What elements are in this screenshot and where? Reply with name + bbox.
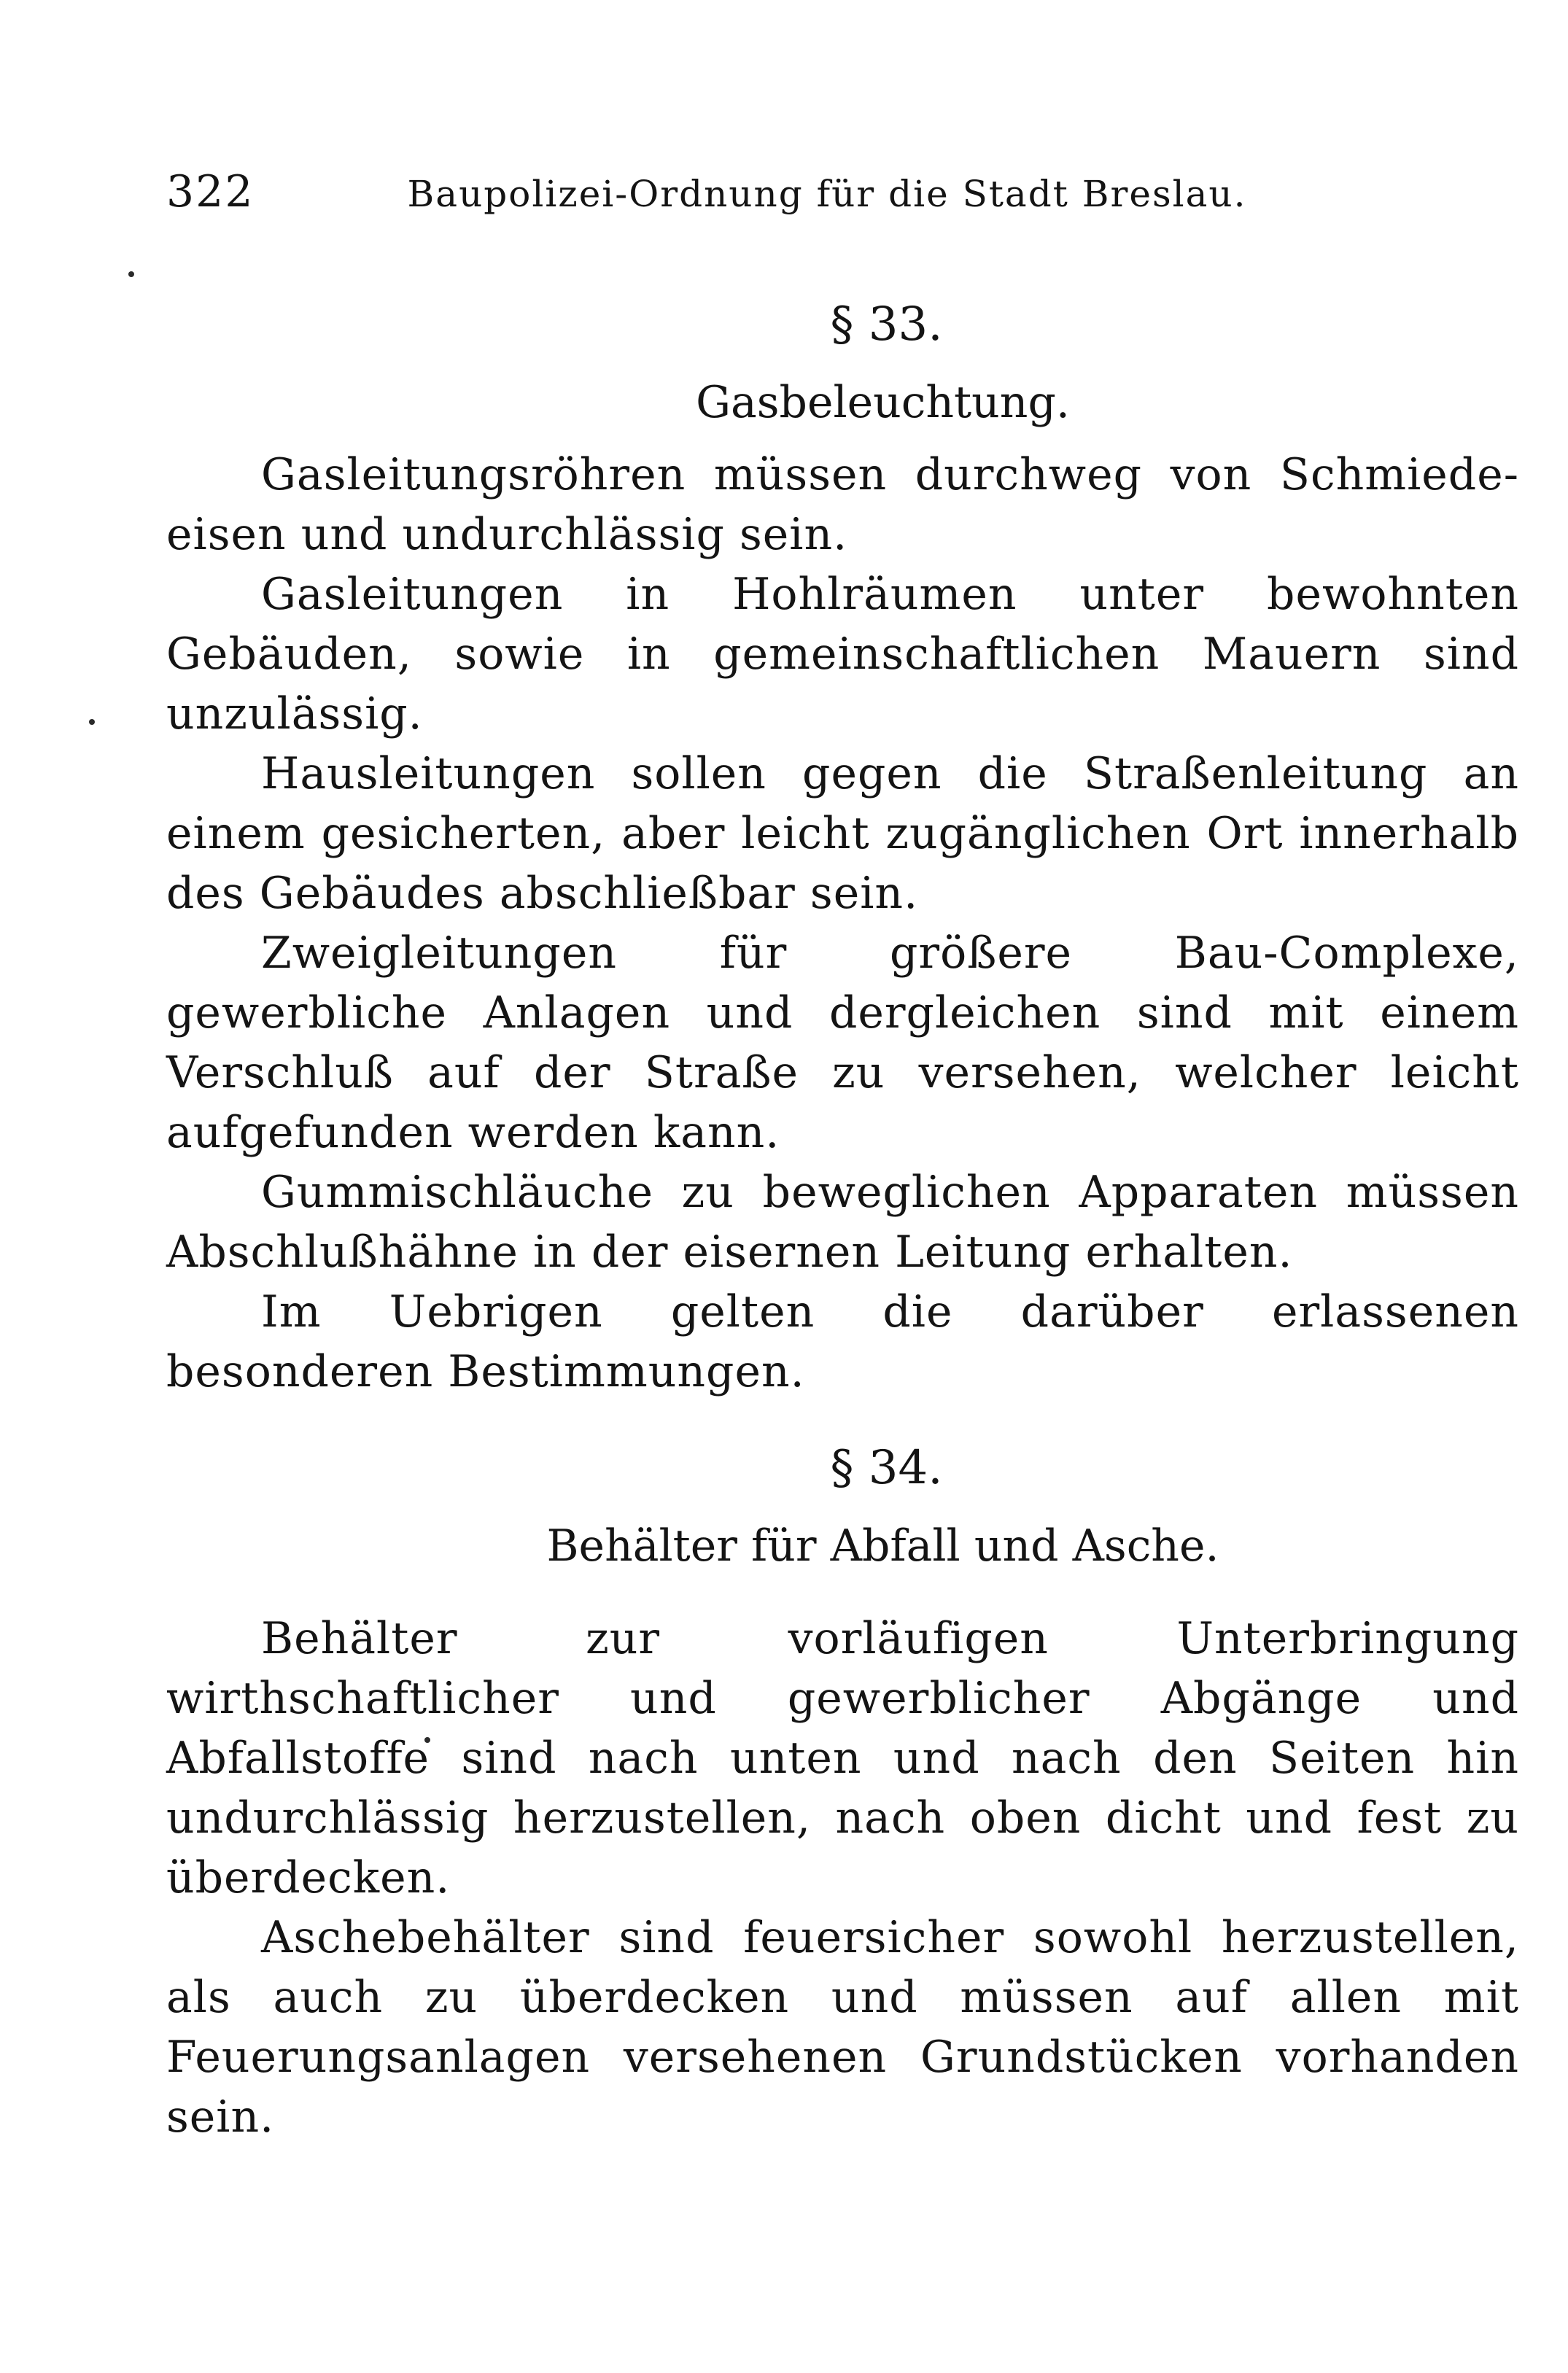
page-number: 322 xyxy=(166,166,255,217)
section-33 xyxy=(166,284,1519,1402)
paragraph: Gasleitungsröhren müssen durchweg von Schmiede-eisen und undurchlässig sein. xyxy=(166,449,1519,560)
paragraph: Aschebehälter sind feuersicher sowohl herzustellen, als auch zu überdecken und müssen auf allen mit Feuerungsanlagen versehenen Grundstücken vorhanden sein. xyxy=(166,1912,1519,2143)
section-title: Behälter für Abfall und Asche. xyxy=(546,1520,1219,1572)
page-header xyxy=(166,166,1282,232)
section-number: § 33. xyxy=(830,298,943,352)
paragraph: Im Uebrigen gelten die darüber erlassenen besonderen Bestimmungen. xyxy=(166,1286,1519,1397)
section-spacer xyxy=(166,1402,1519,1428)
section-34 xyxy=(166,1428,1519,2147)
section-number: § 34. xyxy=(830,1441,943,1495)
page-body xyxy=(166,284,1519,2147)
paragraph: Behälter zur vorläufigen Unterbringung wirthschaftlicher und gewerblicher Abgänge und Abfallstoffe sind nach unten und nach den Seiten hin undurchlässig herzustellen, nach oben dicht und fest zu überdecken. xyxy=(166,1613,1519,1903)
paragraph: Gummischläuche zu beweglichen Apparaten müssen Abschlußhähne in der eisernen Leitung erhalten. xyxy=(166,1167,1519,1278)
paragraph: Zweigleitungen für größere Bau-Complexe, gewerbliche Anlagen und dergleichen sind mit einem Verschluß auf der Straße zu versehen, welcher leicht aufgefunden werden kann. xyxy=(166,928,1519,1158)
paragraph: Hausleitungen sollen gegen die Straßenleitung an einem gesicherten, aber leicht zugänglichen Ort innerhalb des Gebäudes abschließbar sein. xyxy=(166,748,1519,919)
margin-speck xyxy=(128,271,134,277)
paragraph: Gasleitungen in Hohlräumen unter bewohnten Gebäuden, sowie in gemeinschaftlichen Mauern sind unzulässig. xyxy=(166,569,1519,739)
running-title: Baupolizei-Ordnung für die Stadt Breslau. xyxy=(407,173,1247,215)
margin-speck xyxy=(89,719,95,725)
title-spacer xyxy=(166,1588,1519,1609)
section-title: Gasbeleuchtung. xyxy=(696,377,1070,428)
